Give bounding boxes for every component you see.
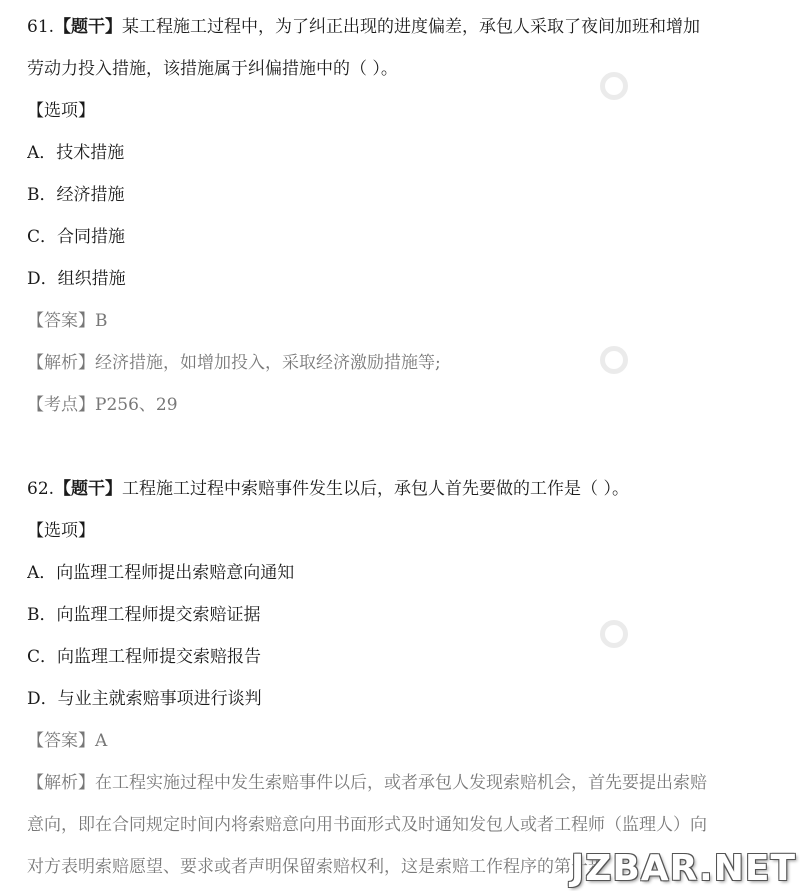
answer-line xyxy=(27,300,778,342)
option-a: A．技术措施 xyxy=(27,143,125,163)
answer-tag: 【答案】 xyxy=(27,731,95,751)
analysis-tag: 【解析】 xyxy=(27,773,95,793)
options-header: 【选项】 xyxy=(27,101,95,121)
question-62 xyxy=(27,468,778,888)
option-b: B．向监理工程师提交索赔证据 xyxy=(27,605,261,625)
answer-line xyxy=(27,720,778,762)
exam-point-tag: 【考点】 xyxy=(27,395,95,415)
stem-text: 工程施工过程中索赔事件发生以后，承包人首先要做的工作是（ ）。 xyxy=(122,479,629,499)
option-c: C．合同措施 xyxy=(27,227,126,247)
analysis-tag: 【解析】 xyxy=(27,353,95,373)
analysis-text-continued: 意向，即在合同规定时间内将索赔意向用书面形式及时通知发包人或者工程师（监理人）向 xyxy=(27,815,707,835)
stem-tag: 【题干】 xyxy=(54,479,123,499)
question-61 xyxy=(27,6,778,426)
analysis-text: 经济措施，如增加投入，采取经济激励措施等; xyxy=(95,353,441,373)
answer-value: B xyxy=(95,311,108,331)
exam-point-text: P256、29 xyxy=(95,395,178,415)
options-header: 【选项】 xyxy=(27,521,95,541)
analysis-text-continued: 对方表明索赔愿望、要求或者声明保留索赔权利，这是索赔工作程序的第一步 xyxy=(27,857,605,877)
exam-point-line xyxy=(27,384,778,426)
question-stem xyxy=(27,6,778,48)
option-b: B．经济措施 xyxy=(27,185,125,205)
option-a: A．向监理工程师提出索赔意向通知 xyxy=(27,563,295,583)
answer-value: A xyxy=(95,731,108,751)
analysis-line xyxy=(27,342,778,384)
stem-text: 某工程施工过程中，为了纠正出现的进度偏差，承包人采取了夜间加班和增加 xyxy=(122,17,701,37)
option-c: C．向监理工程师提交索赔报告 xyxy=(27,647,262,667)
question-number: 61. xyxy=(27,17,55,37)
answer-tag: 【答案】 xyxy=(27,311,95,331)
option-d: D．与业主就索赔事项进行谈判 xyxy=(27,689,262,709)
stem-tag: 【题干】 xyxy=(54,17,123,37)
question-number: 62. xyxy=(27,479,55,499)
analysis-text: 在工程实施过程中发生索赔事件以后，或者承包人发现索赔机会，首先要提出索赔 xyxy=(95,773,707,793)
stem-text-continued: 劳动力投入措施，该措施属于纠偏措施中的（ ）。 xyxy=(27,59,398,79)
site-watermark: JZBAR.NET xyxy=(570,848,796,889)
option-d: D．组织措施 xyxy=(27,269,126,289)
analysis-line xyxy=(27,762,778,804)
question-stem xyxy=(27,468,778,510)
